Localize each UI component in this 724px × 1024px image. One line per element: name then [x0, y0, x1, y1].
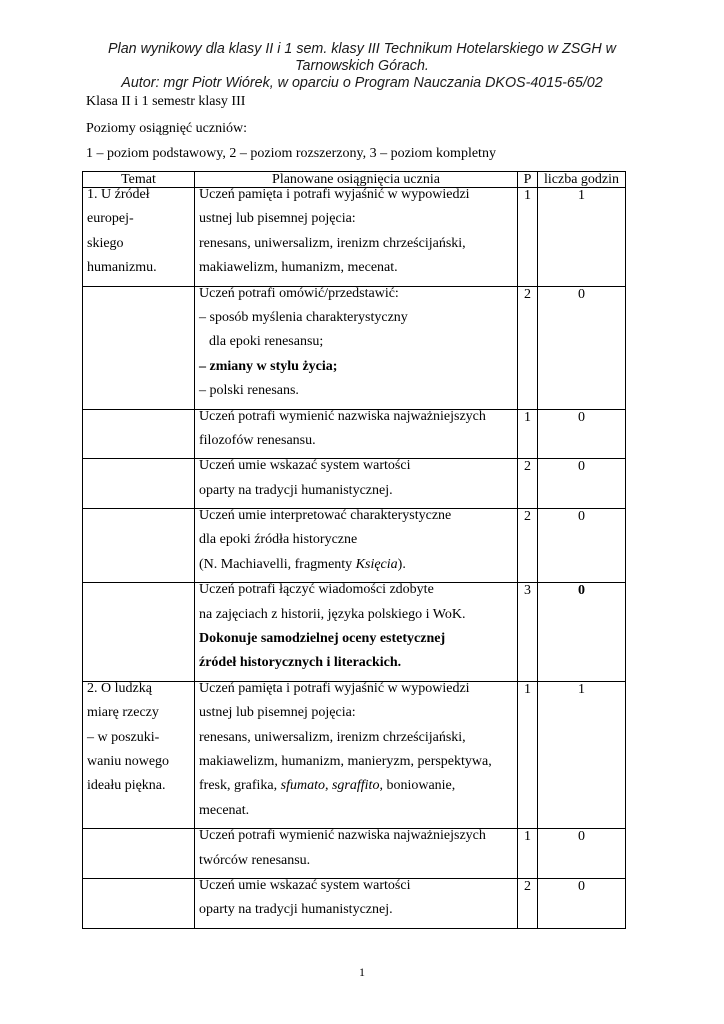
topic-line: skiego — [87, 235, 124, 251]
hours-cell: 0 — [538, 878, 626, 928]
topic-cell — [83, 409, 195, 459]
achievement-line: Uczeń potrafi omówić/przedstawić: — [199, 285, 399, 301]
achievement-cell — [195, 583, 518, 682]
achievement-line-bold — [199, 632, 513, 656]
table-row — [83, 286, 626, 409]
table-row — [83, 188, 626, 287]
achievement-cell — [195, 829, 518, 879]
achievement-line-bold — [199, 656, 513, 680]
level-cell: 1 — [518, 188, 538, 287]
table-row — [83, 459, 626, 509]
achievement-line: filozofów renesansu. — [199, 432, 316, 448]
header-title-line1: Plan wynikowy dla klasy II i 1 sem. klasy III Technikum Hotelarskiego w ZSGH w — [108, 41, 616, 57]
italic-term: sfumato — [280, 778, 325, 794]
achievement-line-bold — [199, 360, 513, 384]
header-author: Autor: mgr Piotr Wiórek, w oparciu o Program Nauczania DKOS-4015-65/02 — [121, 75, 603, 91]
text-run: , — [324, 778, 332, 794]
achievement-line — [199, 558, 513, 582]
header-level: P — [518, 172, 538, 188]
level-cell: 2 — [518, 286, 538, 409]
text-run: ). — [397, 556, 406, 572]
achievement-cell — [195, 878, 518, 928]
achievement-cell — [195, 681, 518, 828]
level-cell: 2 — [518, 509, 538, 583]
hours-cell — [538, 583, 626, 682]
achievement-line: twórców renesansu. — [199, 852, 311, 868]
achievement-line: Uczeń umie wskazać system wartości — [199, 458, 411, 474]
hours-cell: 1 — [538, 188, 626, 287]
topic-line: 1. U źródeł — [87, 187, 150, 202]
hours-cell: 0 — [538, 409, 626, 459]
topic-cell — [83, 286, 195, 409]
level-cell: 1 — [518, 409, 538, 459]
hours-cell: 0 — [538, 286, 626, 409]
achievement-line: Uczeń potrafi wymienić nazwiska najważniejszych — [199, 828, 486, 844]
achievement-line: Uczeń pamięta i potrafi wyjaśnić w wypowiedzi — [199, 187, 470, 202]
header-title-line2: Tarnowskich Górach. — [295, 58, 429, 74]
header-topic: Temat — [83, 172, 195, 188]
achievement-line: Uczeń pamięta i potrafi wyjaśnić w wypowiedzi — [199, 680, 470, 696]
table-row — [83, 878, 626, 928]
level-cell: 2 — [518, 459, 538, 509]
achievement-line: dla epoki renesansu; — [209, 334, 324, 350]
table-header-row — [83, 172, 626, 188]
achievement-line: ustnej lub pisemnej pojęcia: — [199, 705, 356, 721]
topic-line: 2. O ludzką — [87, 680, 152, 696]
italic-term: sgraffito — [331, 778, 380, 794]
achievement-line: dla epoki źródła historyczne — [199, 532, 358, 548]
learning-outcomes-table — [82, 171, 626, 929]
hours-cell: 0 — [538, 829, 626, 879]
achievement-line: ustnej lub pisemnej pojęcia: — [199, 211, 356, 227]
achievement-line: Uczeń potrafi łączyć wiadomości zdobyte — [199, 582, 434, 598]
achievement-line: makiawelizm, humanizm, manieryzm, perspektywa, — [199, 753, 492, 769]
level-cell: 3 — [518, 583, 538, 682]
achievement-line: – polski renesans. — [199, 383, 299, 399]
topic-cell — [83, 829, 195, 879]
table-row — [83, 409, 626, 459]
levels-heading: Poziomy osiągnięć uczniów: — [86, 121, 247, 136]
achievement-line: oparty na tradycji humanistycznej. — [199, 482, 393, 498]
topic-cell — [83, 459, 195, 509]
achievement-line: renesans, uniwersalizm, irenizm chrześcijański, — [199, 235, 466, 251]
topic-cell — [83, 681, 195, 828]
header-achievements: Planowane osiągnięcia ucznia — [195, 172, 518, 188]
topic-line: ideału piękna. — [87, 778, 166, 794]
topic-line: humanizmu. — [87, 260, 157, 276]
achievement-line — [199, 779, 513, 803]
achievement-cell — [195, 188, 518, 287]
achievement-cell — [195, 509, 518, 583]
hours-cell: 0 — [538, 509, 626, 583]
table-row — [83, 829, 626, 879]
level-cell: 1 — [518, 681, 538, 828]
topic-cell — [83, 583, 195, 682]
topic-cell — [83, 878, 195, 928]
achievement-line: Uczeń umie interpretować charakterystyczne — [199, 508, 452, 524]
achievement-line: Uczeń potrafi wymienić nazwiska najważniejszych — [199, 408, 486, 424]
document-header — [84, 41, 640, 92]
text-run: fresk, grafika, — [199, 778, 281, 794]
bold-hours: 0 — [578, 583, 585, 599]
bold-text: Dokonuje samodzielnej oceny estetycznej — [199, 631, 446, 647]
topic-line: europej- — [87, 211, 134, 227]
topic-line: miarę rzeczy — [87, 705, 159, 721]
hours-cell: 1 — [538, 681, 626, 828]
header-hours: liczba godzin — [538, 172, 626, 188]
topic-line: – w poszuki- — [87, 729, 160, 745]
level-cell: 1 — [518, 829, 538, 879]
page-number: 1 — [359, 965, 365, 979]
achievement-cell — [195, 286, 518, 409]
italic-title: Księcia — [355, 556, 398, 572]
bold-text: źródeł historycznych i literackich. — [199, 655, 402, 671]
achievement-line: makiawelizm, humanizm, mecenat. — [199, 260, 398, 276]
levels-legend: 1 – poziom podstawowy, 2 – poziom rozszerzony, 3 – poziom kompletny — [86, 146, 496, 161]
achievement-line: na zajęciach z historii, języka polskiego i WoK. — [199, 606, 466, 622]
achievement-cell — [195, 459, 518, 509]
topic-cell — [83, 188, 195, 287]
table-row — [83, 681, 626, 828]
table-row — [83, 583, 626, 682]
hours-cell: 0 — [538, 459, 626, 509]
achievement-line: – sposób myślenia charakterystyczny — [199, 309, 408, 325]
text-run: (N. Machiavelli, fragmenty — [199, 556, 356, 572]
text-run: , boniowanie, — [379, 778, 456, 794]
table-row — [83, 509, 626, 583]
topic-cell — [83, 509, 195, 583]
achievement-line: renesans, uniwersalizm, irenizm chrześcijański, — [199, 729, 466, 745]
achievement-line: Uczeń umie wskazać system wartości — [199, 877, 411, 893]
achievement-line: mecenat. — [199, 802, 250, 818]
achievement-line: oparty na tradycji humanistycznej. — [199, 902, 393, 918]
topic-line: waniu nowego — [87, 753, 170, 769]
achievement-cell — [195, 409, 518, 459]
level-cell: 2 — [518, 878, 538, 928]
bold-text: – zmiany w stylu życia; — [199, 358, 338, 374]
class-info: Klasa II i 1 semestr klasy III — [86, 94, 246, 109]
